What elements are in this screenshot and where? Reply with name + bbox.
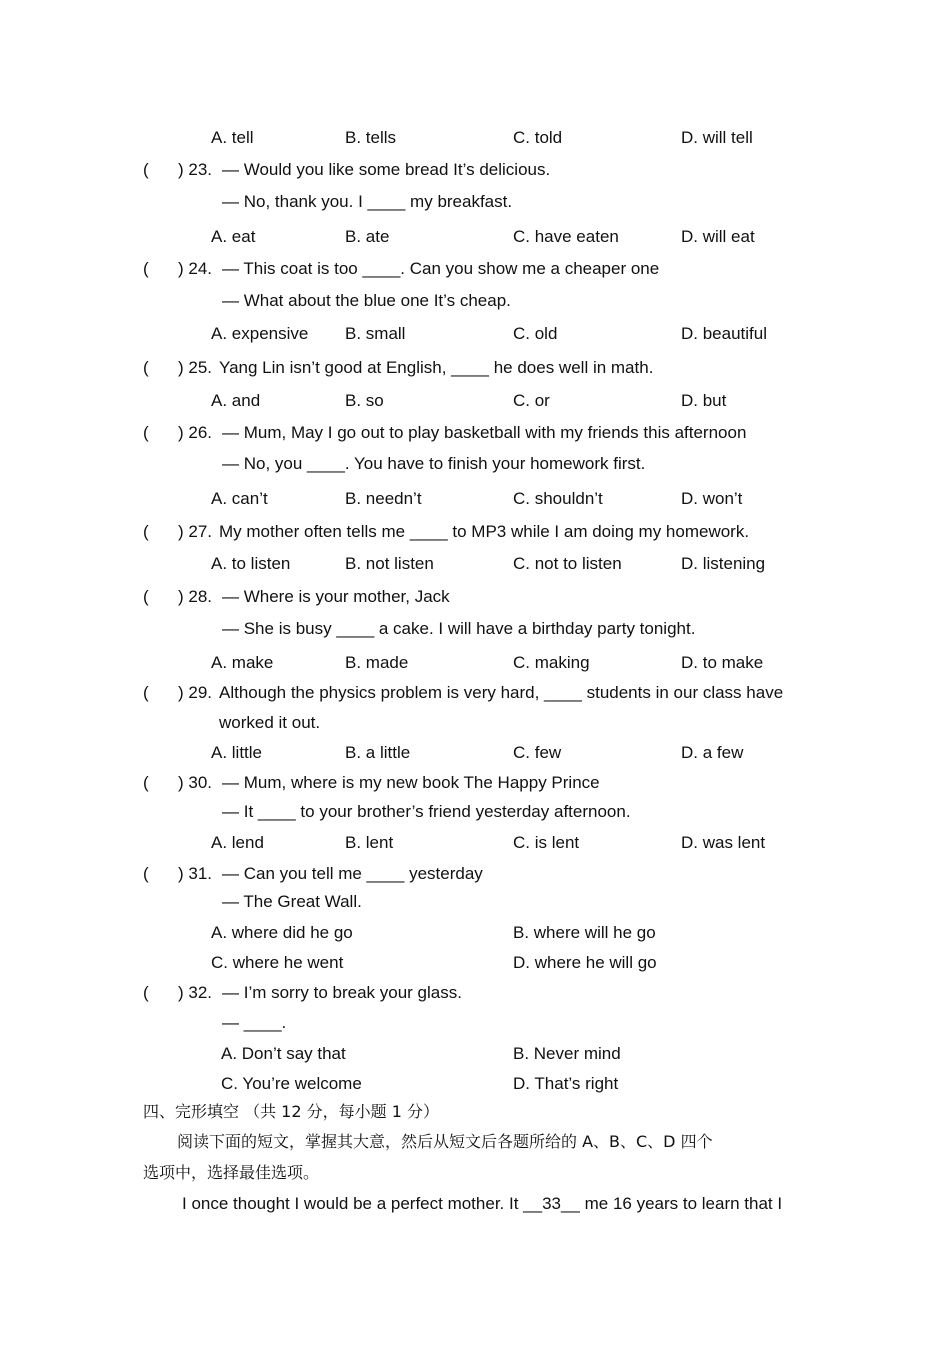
q29-number: ) 29. xyxy=(178,683,213,702)
q26-number: ) 26. xyxy=(178,423,213,442)
q25-question-line1: Yang Lin isn’t good at English, ____ he does well in math. xyxy=(219,358,654,377)
q27-number: ) 27. xyxy=(178,522,213,541)
q31-option-b: B. where will he go xyxy=(513,923,656,942)
q31-option-c: C. where he went xyxy=(211,953,344,972)
q29-option-b: B. a little xyxy=(345,743,411,762)
q30-option-a: A. lend xyxy=(211,833,264,852)
q29-option-c: C. few xyxy=(513,743,562,762)
q27-answer-bracket[interactable]: ( xyxy=(143,522,149,541)
q24-option-a: A. expensive xyxy=(211,324,309,343)
q25-option-d: D. but xyxy=(681,391,727,410)
q32-option-c: C. You’re welcome xyxy=(221,1074,362,1093)
q28-option-c: C. making xyxy=(513,653,590,672)
q26-option-a: A. can’t xyxy=(211,489,268,508)
q31-question-line2: — The Great Wall. xyxy=(222,892,362,911)
q30-answer-bracket[interactable]: ( xyxy=(143,773,149,792)
q32-option-d: D. That’s right xyxy=(513,1074,619,1093)
q29-question-line1: Although the physics problem is very hard, ____ students in our class have xyxy=(219,683,784,702)
section4-instructions-line2: 选项中，选择最佳选项。 xyxy=(143,1163,320,1182)
q25-option-c: C. or xyxy=(513,391,550,410)
q26-option-b: B. needn’t xyxy=(345,489,422,508)
q27-question-line1: My mother often tells me ____ to MP3 while I am doing my homework. xyxy=(219,522,750,541)
q22-option-d: D. will tell xyxy=(681,128,753,147)
q32-number: ) 32. xyxy=(178,983,213,1002)
q22-option-a: A. tell xyxy=(211,128,254,147)
q26-option-c: C. shouldn’t xyxy=(513,489,603,508)
q29-question-line2: worked it out. xyxy=(219,713,321,732)
q27-option-d: D. listening xyxy=(681,554,766,573)
q23-answer-bracket[interactable]: ( xyxy=(143,160,149,179)
q25-option-b: B. so xyxy=(345,391,384,410)
q28-number: ) 28. xyxy=(178,587,213,606)
q31-answer-bracket[interactable]: ( xyxy=(143,864,149,883)
q25-option-a: A. and xyxy=(211,391,261,410)
q24-option-c: C. old xyxy=(513,324,558,343)
q26-option-d: D. won’t xyxy=(681,489,743,508)
q24-option-d: D. beautiful xyxy=(681,324,767,343)
q23-option-d: D. will eat xyxy=(681,227,755,246)
q26-question-line2: — No, you ____. You have to finish your homework first. xyxy=(222,454,646,473)
q28-question-line1: — Where is your mother, Jack xyxy=(222,587,450,606)
q31-number: ) 31. xyxy=(178,864,213,883)
q28-option-a: A. make xyxy=(211,653,274,672)
q23-option-a: A. eat xyxy=(211,227,256,246)
q23-option-c: C. have eaten xyxy=(513,227,619,246)
q22-option-b: B. tells xyxy=(345,128,397,147)
q32-option-b: B. Never mind xyxy=(513,1044,621,1063)
q29-answer-bracket[interactable]: ( xyxy=(143,683,149,702)
q28-option-b: B. made xyxy=(345,653,409,672)
q31-option-d: D. where he will go xyxy=(513,953,657,972)
passage-line1: I once thought I would be a perfect mother. It __33__ me 16 years to learn that I xyxy=(182,1194,783,1213)
q27-option-c: C. not to listen xyxy=(513,554,622,573)
q31-option-a: A. where did he go xyxy=(211,923,353,942)
q25-number: ) 25. xyxy=(178,358,213,377)
q22-option-c: C. told xyxy=(513,128,563,147)
q28-question-line2: — She is busy ____ a cake. I will have a birthday party tonight. xyxy=(222,619,696,638)
q25-answer-bracket[interactable]: ( xyxy=(143,358,149,377)
section4-instructions-line1: 阅读下面的短文，掌握其大意，然后从短文后各题所给的 A、B、C、D 四个 xyxy=(177,1132,713,1151)
q30-option-c: C. is lent xyxy=(513,833,580,852)
q24-question-line1: — This coat is too ____. Can you show me a cheaper one xyxy=(222,259,660,278)
q26-question-line1: — Mum, May I go out to play basketball with my friends this afternoon xyxy=(222,423,747,442)
q29-option-d: D. a few xyxy=(681,743,744,762)
q30-question-line2: — It ____ to your brother’s friend yesterday afternoon. xyxy=(222,802,631,821)
q23-option-b: B. ate xyxy=(345,227,390,246)
q30-option-b: B. lent xyxy=(345,833,394,852)
q30-question-line1: — Mum, where is my new book The Happy Prince xyxy=(222,773,600,792)
q32-question-line1: — I’m sorry to break your glass. xyxy=(222,983,462,1002)
q32-question-line2: — ____. xyxy=(222,1013,287,1032)
q23-question-line2: — No, thank you. I ____ my breakfast. xyxy=(222,192,513,211)
q27-option-a: A. to listen xyxy=(211,554,291,573)
q27-option-b: B. not listen xyxy=(345,554,434,573)
q30-option-d: D. was lent xyxy=(681,833,766,852)
section4-heading: 四、完形填空 （共 12 分，每小题 1 分） xyxy=(143,1102,439,1121)
q32-option-a: A. Don’t say that xyxy=(221,1044,346,1063)
q29-option-a: A. little xyxy=(211,743,263,762)
q30-number: ) 30. xyxy=(178,773,213,792)
q24-answer-bracket[interactable]: ( xyxy=(143,259,149,278)
q24-question-line2: — What about the blue one It’s cheap. xyxy=(222,291,511,310)
q28-option-d: D. to make xyxy=(681,653,764,672)
q26-answer-bracket[interactable]: ( xyxy=(143,423,149,442)
q32-answer-bracket[interactable]: ( xyxy=(143,983,149,1002)
q24-number: ) 24. xyxy=(178,259,213,278)
q31-question-line1: — Can you tell me ____ yesterday xyxy=(222,864,483,883)
q28-answer-bracket[interactable]: ( xyxy=(143,587,149,606)
q23-question-line1: — Would you like some bread It’s delicious. xyxy=(222,160,551,179)
q24-option-b: B. small xyxy=(345,324,406,343)
q23-number: ) 23. xyxy=(178,160,213,179)
